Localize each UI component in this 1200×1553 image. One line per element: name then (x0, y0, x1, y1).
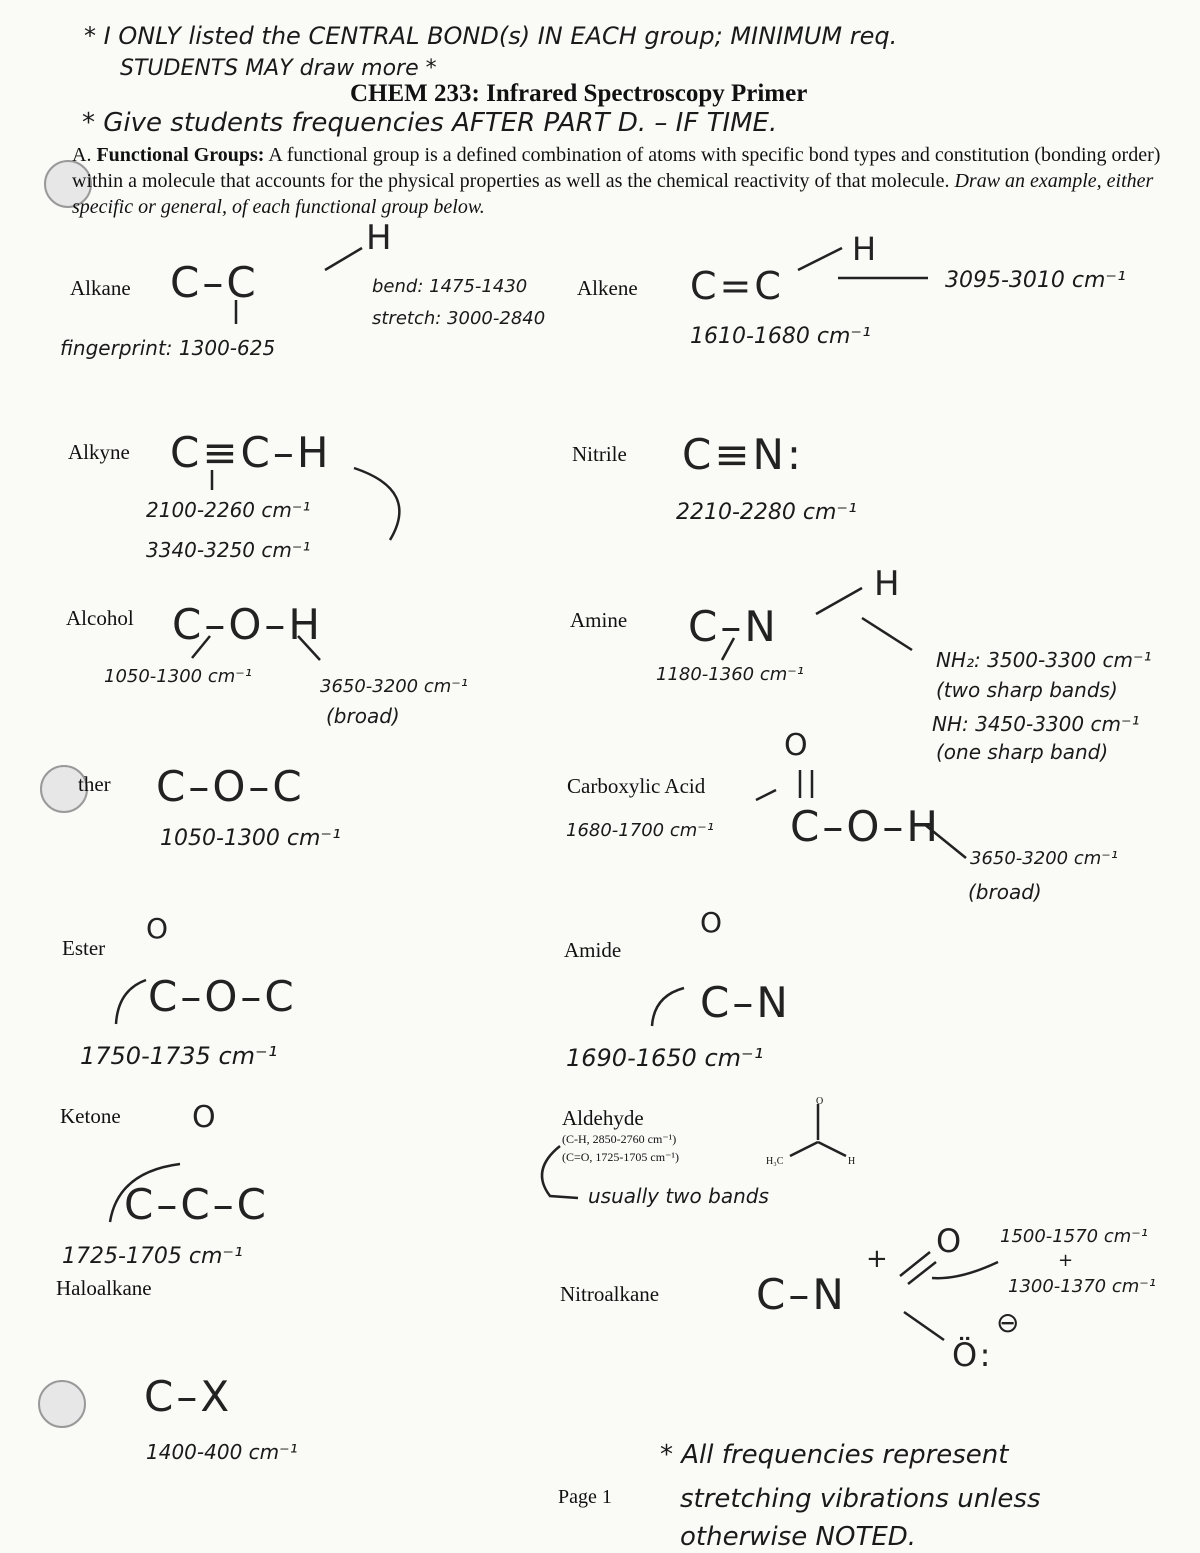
alkyne-cc-frequency: 2100-2260 cm⁻¹ (146, 498, 311, 522)
alkene-structure: C=C (690, 264, 784, 308)
amine-nh-frequency: NH: 3450-3300 cm⁻¹ (932, 712, 1140, 736)
nitroalkane-frequency-1: 1500-1570 cm⁻¹ (1000, 1226, 1148, 1247)
section-a-text: A functional group is a defined combination of atoms with specific bond types and constitution (bonding order) within a molecule that accounts for the physical properties as well as the chemical reactivity of that molecule. (72, 144, 1161, 192)
aldehyde-ch-frequency: (C-H, 2850-2760 cm⁻¹) (562, 1132, 677, 1146)
nitroalkane-frequency-2: 1300-1370 cm⁻¹ (1008, 1276, 1156, 1297)
header-note-1: * I ONLY listed the CENTRAL BOND(s) IN EACH group; MINIMUM req. (84, 22, 898, 50)
amine-cn-arrow (722, 638, 734, 660)
ether-structure: C–O–C (156, 762, 305, 811)
ketone-structure: C–C–C (124, 1180, 269, 1229)
ether-label: ther (78, 772, 111, 796)
carboxylic-acid-note: (broad) (968, 880, 1042, 904)
nitro-arrow (932, 1262, 998, 1278)
section-a-label: A. (72, 144, 92, 166)
alcohol-oh-arrow (298, 636, 320, 660)
header-note-2: STUDENTS MAY draw more * (120, 56, 437, 81)
amine-label: Amine (570, 608, 628, 632)
footer-note-3: otherwise NOTED. (680, 1522, 917, 1552)
alkyne-structure: C≡C–H (170, 428, 332, 477)
ester-arrow (116, 980, 146, 1024)
ester-structure: C–O–C (148, 972, 297, 1021)
nitroalkane-o-bottom: Ö: (952, 1336, 994, 1374)
aldehyde-ch3-bond (790, 1142, 818, 1156)
ketone-frequency: 1725-1705 cm⁻¹ (62, 1244, 243, 1269)
alkane-bend: bend: 1475-1430 (372, 276, 528, 297)
ester-label: Ester (62, 936, 106, 960)
amine-structure: C–N (688, 602, 779, 651)
footer-note-2: stretching vibrations unless (680, 1484, 1041, 1514)
alkane-label: Alkane (70, 276, 131, 300)
alkene-ch-bond (798, 248, 842, 270)
alkane-ch-bond (325, 248, 362, 270)
alkane-h: H (366, 218, 395, 258)
alkyne-label: Alkyne (68, 440, 130, 464)
amide-arrow (652, 988, 684, 1026)
carboxylic-acid-label: Carboxylic Acid (567, 774, 706, 798)
header-note-3: * Give students frequencies AFTER PART D. – IF TIME. (82, 108, 778, 138)
nitroalkane-plus: + (866, 1244, 891, 1274)
amine-nh-note: (one sharp band) (936, 740, 1109, 764)
amine-nh-arrow (862, 618, 912, 650)
page-title: CHEM 233: Infrared Spectroscopy Primer (350, 80, 808, 107)
alkane-structure: C–C (170, 258, 259, 307)
nitroalkane-label: Nitroalkane (560, 1282, 660, 1306)
alcohol-oh-frequency: 3650-3200 cm⁻¹ (320, 676, 468, 697)
amine-nh2-note: (two sharp bands) (936, 678, 1118, 702)
ketone-o: O (192, 1100, 219, 1135)
aldehyde-note: usually two bands (588, 1184, 769, 1208)
nitrile-frequency: 2210-2280 cm⁻¹ (676, 500, 857, 525)
aldehyde-h: H (848, 1156, 856, 1167)
carboxylic-acid-oh-frequency: 3650-3200 cm⁻¹ (970, 848, 1118, 869)
nitroalkane-plus-sign: + (1058, 1250, 1074, 1271)
footer-note-1: * All frequencies represent (660, 1440, 1009, 1470)
nitroalkane-structure: C–N (756, 1270, 847, 1319)
alcohol-structure: C–O–H (172, 600, 323, 649)
carboxylic-co-arrow (756, 790, 776, 800)
ether-frequency: 1050-1300 cm⁻¹ (160, 826, 341, 851)
carboxylic-oh-arrow (924, 824, 966, 858)
amide-structure: C–N (700, 978, 791, 1027)
ketone-arrow (110, 1164, 180, 1222)
haloalkane-label: Haloalkane (56, 1276, 152, 1300)
carboxylic-acid-o: O (784, 728, 811, 763)
ketone-label: Ketone (60, 1104, 121, 1128)
amide-label: Amide (564, 938, 622, 962)
alkane-fingerprint: fingerprint: 1300-625 (60, 336, 276, 360)
haloalkane-structure: C–X (144, 1372, 233, 1421)
aldehyde-co-frequency: (C=O, 1725-1705 cm⁻¹) (562, 1150, 680, 1164)
ester-o: O (146, 912, 172, 945)
nitrile-label: Nitrile (572, 442, 627, 466)
alkene-cc-frequency: 1610-1680 cm⁻¹ (690, 324, 871, 349)
haloalkane-frequency: 1400-400 cm⁻¹ (146, 1440, 298, 1464)
section-a-instruction: Draw an example, either specific or general, of each functional group below. (72, 170, 1154, 218)
aldehyde-o: O (816, 1096, 824, 1107)
alcohol-label: Alcohol (66, 606, 134, 630)
alcohol-co-arrow (192, 636, 210, 658)
nitroalkane-minus: ⊖ (996, 1306, 1023, 1339)
nitro-double-bond-1 (900, 1252, 930, 1276)
nitro-single-bond (904, 1312, 944, 1340)
alkene-label: Alkene (577, 276, 638, 300)
alkene-ch-frequency: 3095-3010 cm⁻¹ (945, 268, 1126, 293)
aldehyde-brace-arrow (542, 1146, 578, 1198)
aldehyde-ch-bond (818, 1142, 846, 1156)
nitroalkane-o-top: O (936, 1222, 965, 1260)
page-number: Page 1 (558, 1486, 612, 1508)
amine-cn-frequency: 1180-1360 cm⁻¹ (656, 664, 804, 685)
aldehyde-label: Aldehyde (562, 1106, 644, 1130)
amide-o: O (700, 906, 726, 939)
alcohol-note: (broad) (326, 704, 400, 728)
amide-frequency: 1690-1650 cm⁻¹ (566, 1044, 764, 1072)
amine-nh-bond (816, 588, 862, 614)
amine-nh2-frequency: NH₂: 3500-3300 cm⁻¹ (936, 648, 1152, 672)
aldehyde-h3c: H₃C (766, 1156, 784, 1167)
alkene-h: H (852, 230, 880, 268)
ester-frequency: 1750-1735 cm⁻¹ (80, 1042, 278, 1070)
alkyne-ch-arrow (354, 468, 399, 540)
nitrile-structure: C≡N: (682, 430, 805, 479)
alkane-stretch: stretch: 3000-2840 (372, 308, 546, 329)
carboxylic-acid-structure: C–O–H (790, 802, 941, 851)
section-a-heading: Functional Groups: (96, 144, 265, 166)
carboxylic-acid-co-frequency: 1680-1700 cm⁻¹ (566, 820, 714, 841)
alcohol-co-frequency: 1050-1300 cm⁻¹ (104, 666, 252, 687)
amine-h: H (874, 564, 903, 604)
alkyne-ch-frequency: 3340-3250 cm⁻¹ (146, 538, 311, 562)
